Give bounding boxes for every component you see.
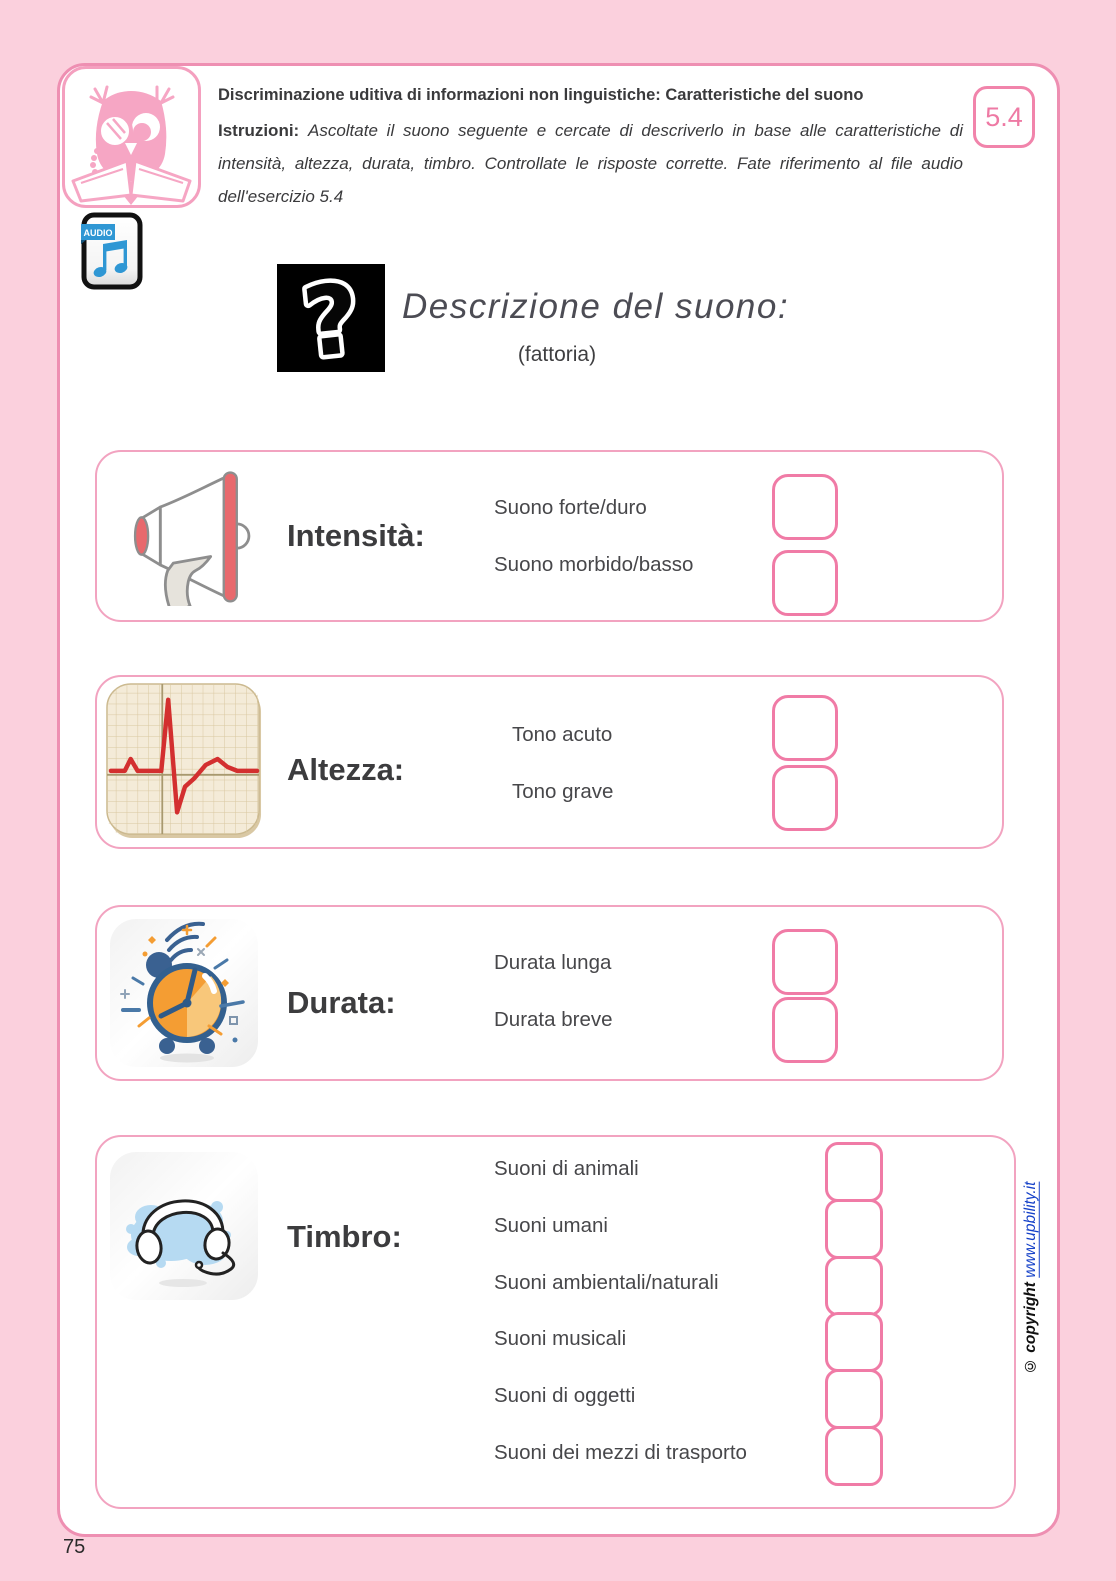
option-label-suono-morbido: Suono morbido/basso (494, 553, 694, 576)
copyright-text: © copyright (1022, 1277, 1039, 1374)
checkbox-suoni-mezzi-di-trasporto[interactable] (825, 1426, 883, 1486)
checkbox-tono-grave[interactable] (772, 765, 838, 831)
checkbox-suoni-di-animali[interactable] (825, 1142, 883, 1202)
megaphone-icon (117, 466, 267, 611)
section-label-durata: Durata: (287, 985, 396, 1020)
option-label-suoni-oggetti: Suoni di oggetti (494, 1384, 636, 1407)
checkbox-suoni-ambientali-naturali[interactable] (825, 1256, 883, 1316)
page-number: 75 (63, 1536, 86, 1558)
upbility-link[interactable]: www.upbility.it (1022, 1181, 1039, 1278)
section-label-altezza: Altezza: (287, 752, 405, 787)
checkbox-suono-morbido-basso[interactable] (772, 550, 838, 616)
audio-file-icon[interactable] (80, 211, 144, 291)
alarm-clock-icon (109, 918, 259, 1073)
checkbox-suono-forte-duro[interactable] (772, 474, 838, 540)
instructions-label: Istruzioni: (218, 121, 300, 140)
section-intensita (95, 450, 1004, 622)
section-label-timbro: Timbro: (287, 1219, 402, 1254)
mystery-sound-image (277, 264, 385, 372)
owl-logo-icon (65, 69, 198, 205)
publisher-logo (62, 66, 201, 208)
exercise-instructions (218, 114, 963, 213)
exercise-number-badge: 5.4 (973, 86, 1035, 148)
copyright-notice (1022, 1156, 1040, 1374)
checkbox-suoni-musicali[interactable] (825, 1312, 883, 1372)
exercise-title: Discriminazione uditiva di informazioni non linguistiche: Caratteristiche del suono (218, 86, 864, 104)
option-label-tono-acuto: Tono acuto (512, 723, 613, 746)
ecg-wave-icon (105, 682, 263, 845)
sound-description-heading: Descrizione del suono: (402, 287, 790, 326)
checkbox-durata-lunga[interactable] (772, 929, 838, 995)
checkbox-tono-acuto[interactable] (772, 695, 838, 761)
option-label-durata-lunga: Durata lunga (494, 951, 612, 974)
option-label-tono-grave: Tono grave (512, 780, 614, 803)
checkbox-suoni-di-oggetti[interactable] (825, 1369, 883, 1429)
option-label-durata-breve: Durata breve (494, 1008, 613, 1031)
checkbox-suoni-umani[interactable] (825, 1199, 883, 1259)
section-durata (95, 905, 1004, 1081)
section-timbro (95, 1135, 1016, 1509)
option-label-suoni-trasporto: Suoni dei mezzi di trasporto (494, 1441, 747, 1464)
headphones-icon (109, 1151, 259, 1306)
header (218, 86, 963, 213)
audio-label: AUDIO (83, 228, 113, 238)
sound-answer: (fattoria) (517, 343, 597, 366)
option-label-suoni-musicali: Suoni musicali (494, 1327, 627, 1350)
option-label-suoni-umani: Suoni umani (494, 1214, 608, 1237)
section-altezza (95, 675, 1004, 849)
option-label-suoni-ambientali: Suoni ambientali/naturali (494, 1271, 719, 1294)
section-label-intensita: Intensità: (287, 518, 425, 553)
question-mark-icon: ? (297, 264, 365, 372)
checkbox-durata-breve[interactable] (772, 997, 838, 1063)
option-label-suoni-animali: Suoni di animali (494, 1157, 639, 1180)
option-label-suono-forte: Suono forte/duro (494, 496, 647, 519)
instructions-text: Ascoltate il suono seguente e cercate di descriverlo in base alle caratteristiche di intensità, altezza, durata, timbro. Controllate le risposte corrette. Fate riferimento al file audio dell'esercizio 5.4 (218, 121, 963, 206)
